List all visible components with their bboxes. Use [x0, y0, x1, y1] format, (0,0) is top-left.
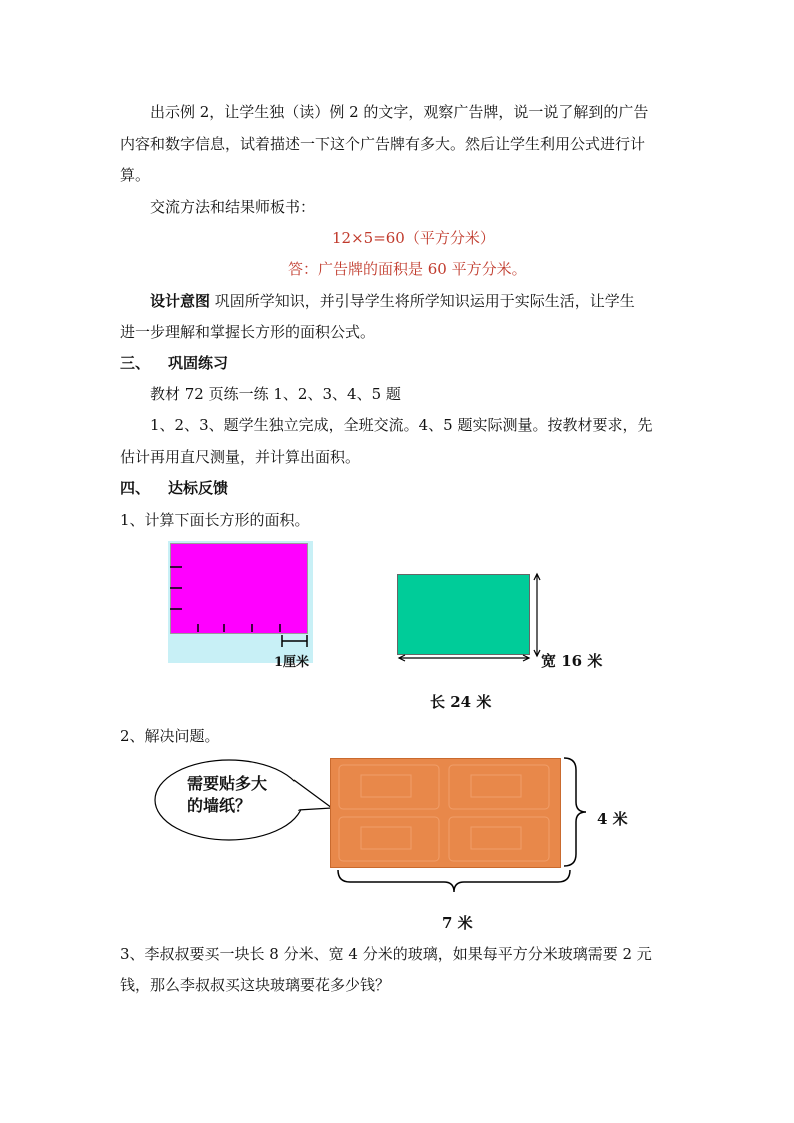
paragraph-line: 出示例 2，让学生独（读）例 2 的文字，观察广告牌，说一说了解到的广告: [150, 103, 649, 121]
section-title: 巩固练习: [168, 354, 229, 372]
paragraph-line: 1、2、3、题学生独立完成，全班交流。4、5 题实际测量。按教材要求，先: [150, 416, 653, 434]
figure-1-ticks: [168, 541, 313, 663]
height-brace: [562, 756, 592, 868]
width-brace: [336, 868, 576, 898]
design-intent-line: [150, 291, 635, 311]
question-1: 1、计算下面长方形的面积。: [120, 511, 310, 529]
paragraph-line: 估计再用直尺测量，并计算出面积。: [120, 448, 361, 466]
question-3-line: 钱，那么李叔叔买这块玻璃要花多少钱？: [120, 976, 391, 994]
question-3-line: 3、李叔叔要买一块长 8 分米、宽 4 分米的玻璃，如果每平方分米玻璃需要 2 元: [120, 945, 652, 963]
answer: 答：广告牌的面积是 60 平方分米。: [288, 260, 527, 278]
paragraph-line: 教材 72 页练一练 1、2、3、4、5 题: [150, 385, 401, 403]
design-intent-label: 设计意图: [150, 292, 211, 310]
formula: 12×5=60（平方分米）: [332, 229, 495, 247]
question-2: 2、解决问题。: [120, 727, 220, 745]
section-title: 达标反馈: [168, 479, 229, 497]
speech-bubble-line-1: 需要贴多大: [187, 774, 268, 793]
figure-1-unit-label: 1厘米: [274, 655, 310, 670]
figure-2-width-label: 宽 16 米: [541, 652, 603, 670]
speech-bubble-line-2: 的墙纸？: [187, 796, 252, 815]
paragraph-line: 交流方法和结果师板书：: [150, 198, 316, 216]
section-number: 三、: [120, 354, 151, 372]
section-number: 四、: [120, 479, 151, 497]
paragraph-line: 进一步理解和掌握长方形的面积公式。: [120, 323, 376, 341]
figure-2-length-label: 长 24 米: [430, 693, 492, 711]
wallpaper-pattern: [331, 759, 560, 867]
paragraph-line: 内容和数字信息，试着描述一下这个广告牌有多大。然后让学生利用公式进行计: [120, 135, 646, 153]
wall-rectangle: [330, 758, 561, 868]
wall-height-label: 4 米: [597, 810, 628, 828]
paragraph-line: 算。: [120, 166, 151, 184]
figure-2-dimension-arrows: [395, 570, 545, 664]
design-intent-text: 巩固所学知识，并引导学生将所学知识运用于实际生活，让学生: [214, 292, 635, 310]
wall-width-label: 7 米: [442, 914, 473, 932]
